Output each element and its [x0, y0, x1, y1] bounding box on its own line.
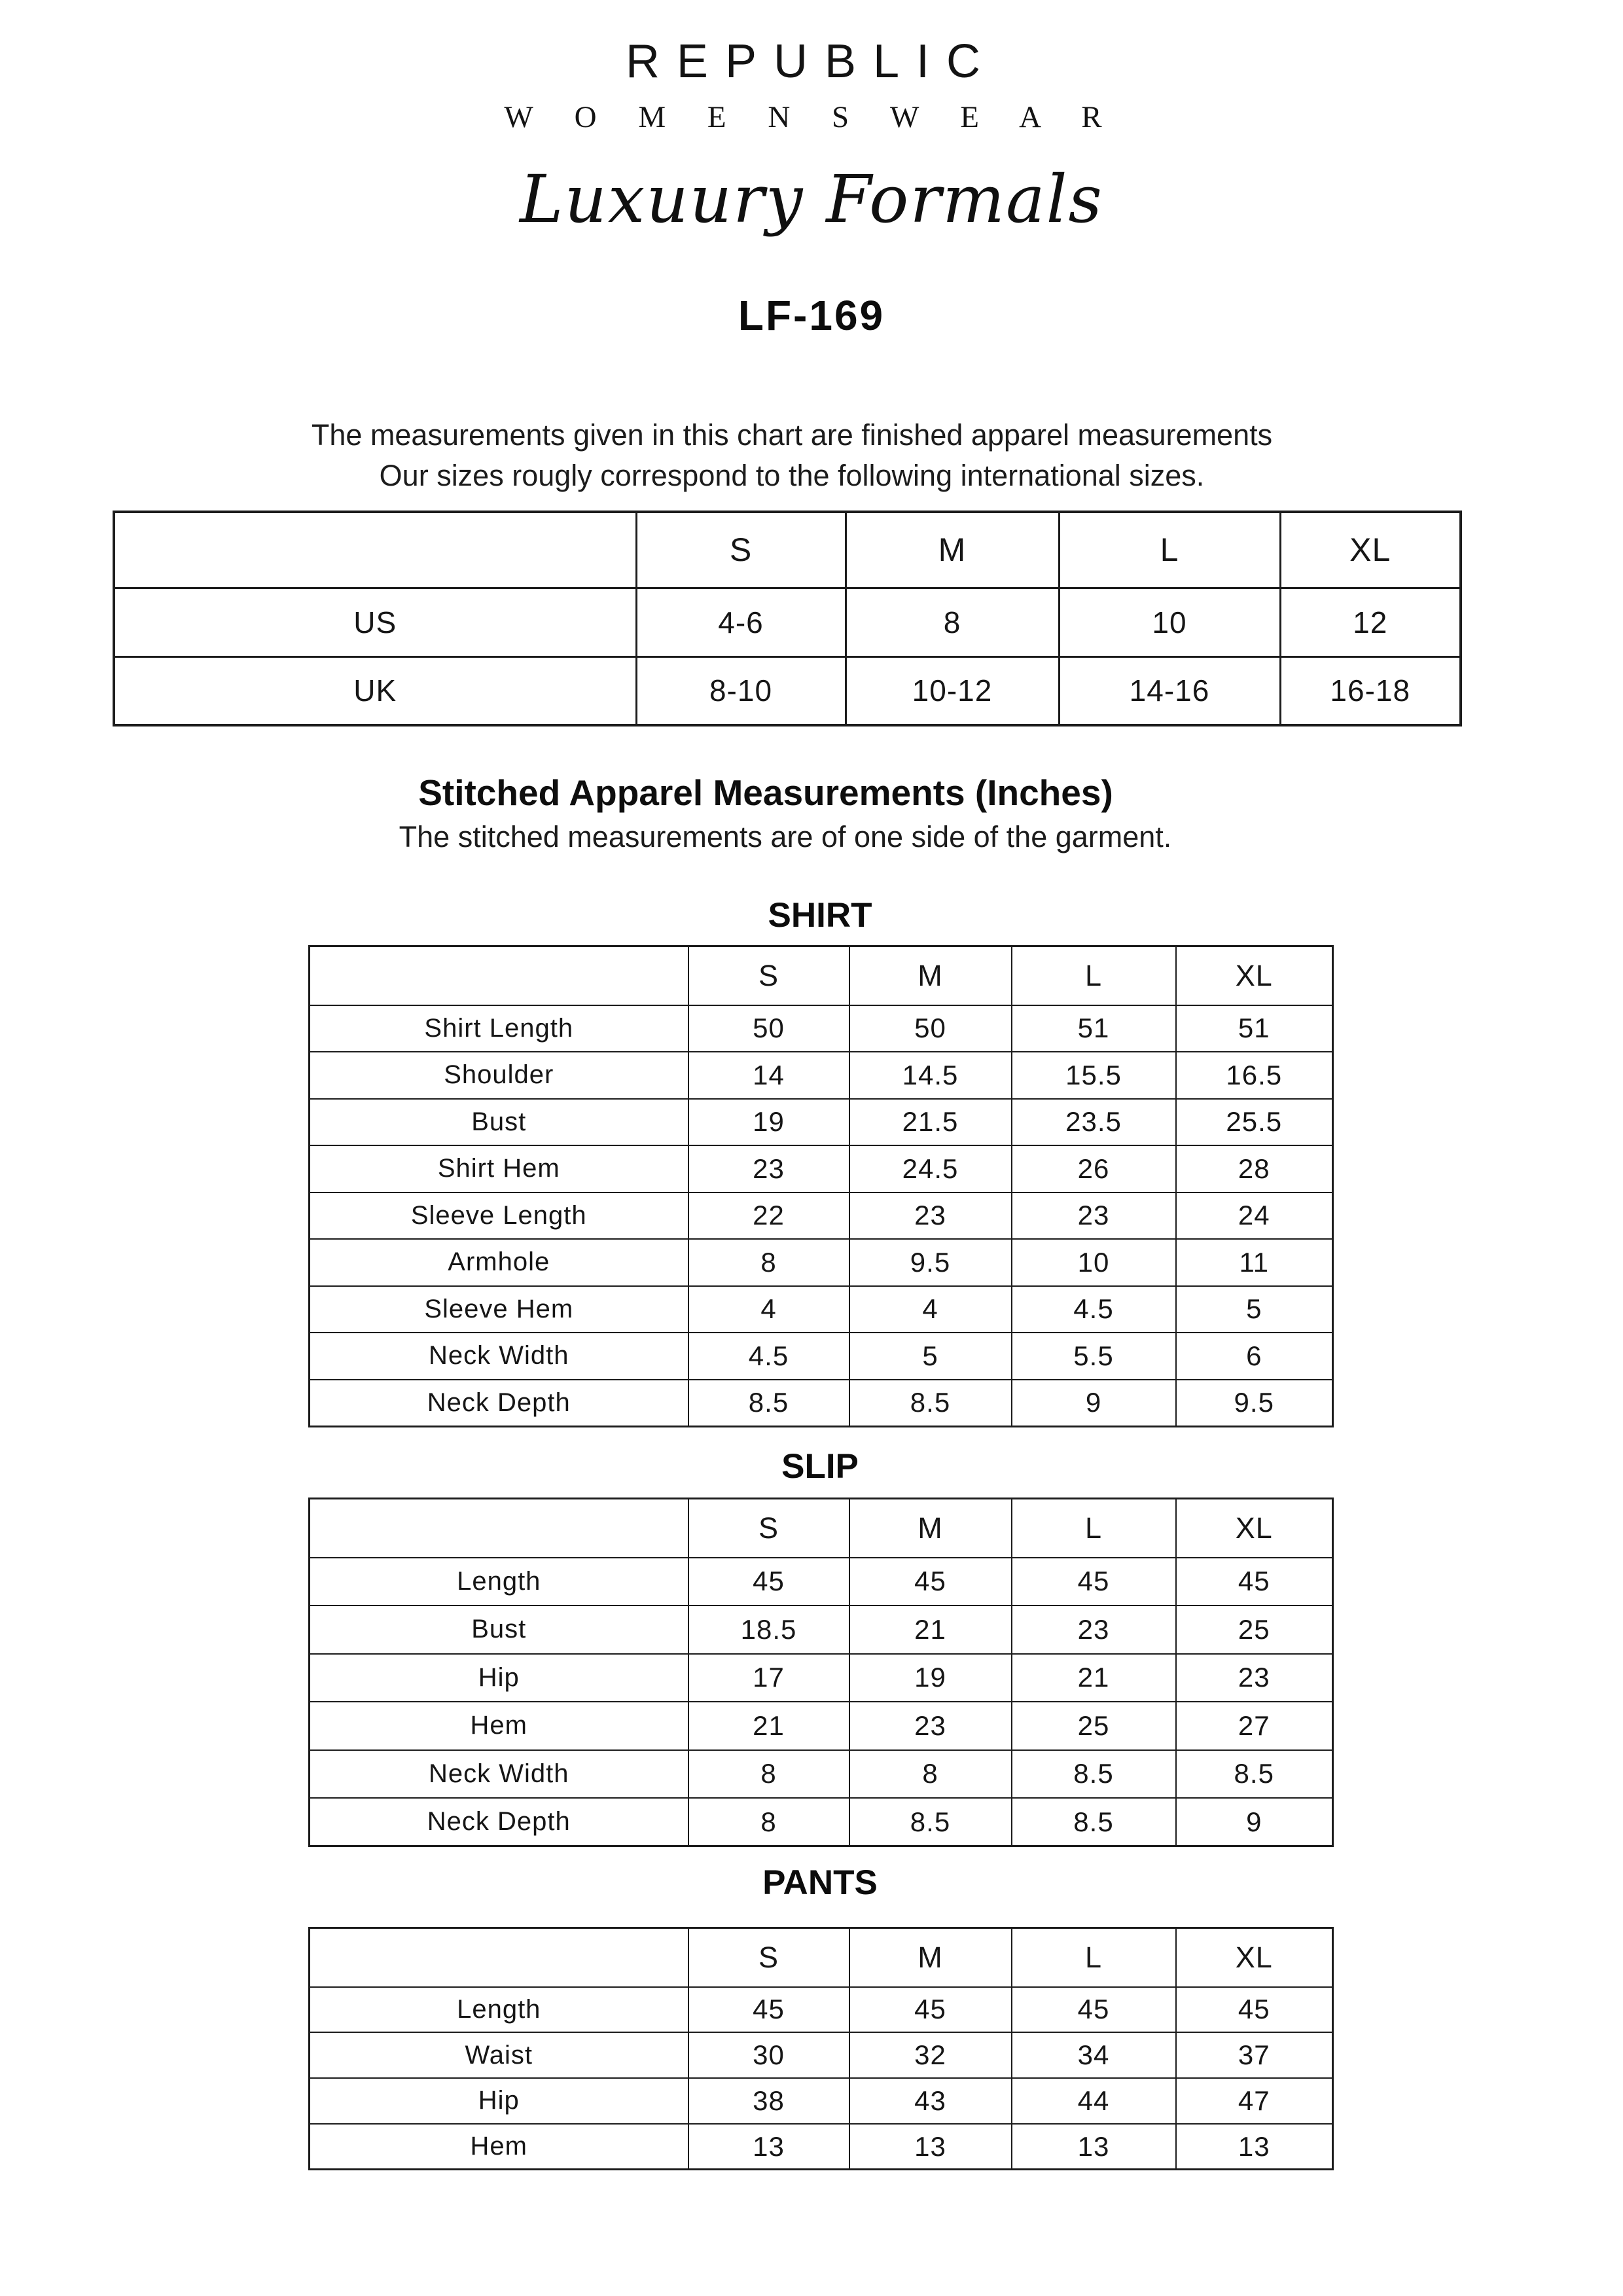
row-label: Neck Depth	[310, 1380, 688, 1427]
cell-value: 9.5	[849, 1239, 1012, 1286]
cell-value: 8	[688, 1798, 849, 1846]
cell-value: 4.5	[1012, 1286, 1176, 1333]
cell-value: 47	[1176, 2078, 1333, 2124]
brand-subtitle: W O M E N S W E A R	[504, 100, 1119, 134]
cell-value: 38	[688, 2078, 849, 2124]
row-label: Shoulder	[310, 1052, 688, 1099]
intro-paragraph	[20, 415, 1564, 496]
pants-measurements-table	[308, 1927, 1334, 2170]
row-label: Armhole	[310, 1239, 688, 1286]
cell-value: 9	[1012, 1380, 1176, 1427]
table-row	[310, 1605, 1333, 1654]
brand-name: REPUBLIC	[625, 35, 998, 88]
cell-value: 16.5	[1176, 1052, 1333, 1099]
cell-value: 24.5	[849, 1145, 1012, 1193]
size-column-header: XL	[1176, 946, 1333, 1005]
row-label: Waist	[310, 2032, 688, 2078]
cell-value: 8	[688, 1239, 849, 1286]
cell-value: 27	[1176, 1702, 1333, 1750]
cell-value: 19	[688, 1099, 849, 1146]
row-label: Hem	[310, 1702, 688, 1750]
table-row	[310, 1558, 1333, 1606]
cell-value: 8-10	[636, 656, 846, 725]
table-row	[310, 1286, 1333, 1333]
size-column-header: L	[1059, 512, 1280, 588]
size-column-header: M	[849, 946, 1012, 1005]
cell-value: 32	[849, 2032, 1012, 2078]
cell-value: 45	[849, 1987, 1012, 2033]
cell-value: 17	[688, 1654, 849, 1702]
cell-value: 23	[1012, 1605, 1176, 1654]
cell-value: 28	[1176, 1145, 1333, 1193]
row-label: Neck Depth	[310, 1798, 688, 1846]
cell-value: 9	[1176, 1798, 1333, 1846]
cell-value: 22	[688, 1193, 849, 1240]
size-column-header: L	[1012, 1499, 1176, 1558]
row-label: US	[114, 588, 636, 656]
row-label: Shirt Hem	[310, 1145, 688, 1193]
empty-header-cell	[310, 1928, 688, 1987]
row-label: Length	[310, 1558, 688, 1606]
size-header-row	[310, 1928, 1333, 1987]
cell-value: 18.5	[688, 1605, 849, 1654]
cell-value: 8.5	[849, 1380, 1012, 1427]
size-column-header: M	[846, 512, 1059, 588]
stitched-section-heading: Stitched Apparel Measurements (Inches)	[418, 772, 1113, 813]
cell-value: 5	[1176, 1286, 1333, 1333]
row-label: Length	[310, 1987, 688, 2033]
size-header-row	[310, 1499, 1333, 1558]
size-column-header: S	[688, 1928, 849, 1987]
cell-value: 9.5	[1176, 1380, 1333, 1427]
cell-value: 45	[1012, 1558, 1176, 1606]
size-header-row	[310, 946, 1333, 1005]
cell-value: 5	[849, 1333, 1012, 1380]
cell-value: 23.5	[1012, 1099, 1176, 1146]
cell-value: 4	[849, 1286, 1012, 1333]
table-row	[310, 1798, 1333, 1846]
cell-value: 12	[1280, 588, 1461, 656]
slip-table-title: SLIP	[781, 1447, 859, 1486]
cell-value: 23	[688, 1145, 849, 1193]
cell-value: 8	[849, 1750, 1012, 1799]
size-column-header: S	[688, 946, 849, 1005]
table-row	[310, 1099, 1333, 1146]
row-label: Shirt Length	[310, 1005, 688, 1052]
cell-value: 8.5	[849, 1798, 1012, 1846]
table-row	[310, 2032, 1333, 2078]
cell-value: 13	[849, 2124, 1012, 2170]
table-row	[310, 1987, 1333, 2033]
table-row	[310, 1005, 1333, 1052]
cell-value: 10	[1012, 1239, 1176, 1286]
shirt-table-title: SHIRT	[768, 896, 872, 935]
cell-value: 45	[1012, 1987, 1176, 2033]
cell-value: 25	[1012, 1702, 1176, 1750]
cell-value: 10	[1059, 588, 1280, 656]
cell-value: 14.5	[849, 1052, 1012, 1099]
cell-value: 44	[1012, 2078, 1176, 2124]
table-row	[114, 656, 1461, 725]
table-row	[310, 1193, 1333, 1240]
cell-value: 4.5	[688, 1333, 849, 1380]
cell-value: 23	[1012, 1193, 1176, 1240]
size-column-header: L	[1012, 946, 1176, 1005]
size-column-header: M	[849, 1499, 1012, 1558]
cell-value: 13	[688, 2124, 849, 2170]
size-column-header: XL	[1176, 1499, 1333, 1558]
product-code: LF-169	[738, 292, 885, 339]
international-size-table	[113, 511, 1462, 726]
cell-value: 10-12	[846, 656, 1059, 725]
table-row	[310, 1654, 1333, 1702]
empty-header-cell	[114, 512, 636, 588]
row-label: Hip	[310, 2078, 688, 2124]
table-row	[310, 2078, 1333, 2124]
cell-value: 8.5	[1012, 1750, 1176, 1799]
cell-value: 51	[1012, 1005, 1176, 1052]
table-row	[310, 1052, 1333, 1099]
cell-value: 4	[688, 1286, 849, 1333]
pants-table-title: PANTS	[762, 1863, 878, 1902]
table-row	[310, 1750, 1333, 1799]
table-row	[310, 1702, 1333, 1750]
cell-value: 30	[688, 2032, 849, 2078]
cell-value: 26	[1012, 1145, 1176, 1193]
size-column-header: L	[1012, 1928, 1176, 1987]
cell-value: 21	[688, 1702, 849, 1750]
cell-value: 23	[849, 1702, 1012, 1750]
row-label: Bust	[310, 1605, 688, 1654]
size-column-header: S	[636, 512, 846, 588]
cell-value: 45	[688, 1558, 849, 1606]
cell-value: 19	[849, 1654, 1012, 1702]
table-row	[310, 2124, 1333, 2170]
size-column-header: XL	[1176, 1928, 1333, 1987]
stitched-section-subheading: The stitched measurements are of one side of the garment.	[399, 820, 1172, 853]
table-row	[310, 1380, 1333, 1427]
row-label: Neck Width	[310, 1333, 688, 1380]
row-label: Hem	[310, 2124, 688, 2170]
cell-value: 23	[1176, 1654, 1333, 1702]
row-label: Bust	[310, 1099, 688, 1146]
cell-value: 21	[1012, 1654, 1176, 1702]
cell-value: 14	[688, 1052, 849, 1099]
cell-value: 45	[1176, 1558, 1333, 1606]
brand-tagline: Luxuury Formals	[520, 161, 1103, 238]
empty-header-cell	[310, 946, 688, 1005]
row-label: UK	[114, 656, 636, 725]
cell-value: 24	[1176, 1193, 1333, 1240]
intro-line-1: The measurements given in this chart are finished apparel measurements	[311, 418, 1273, 452]
cell-value: 8.5	[688, 1380, 849, 1427]
cell-value: 43	[849, 2078, 1012, 2124]
cell-value: 45	[1176, 1987, 1333, 2033]
size-column-header: M	[849, 1928, 1012, 1987]
cell-value: 13	[1176, 2124, 1333, 2170]
table-row	[310, 1333, 1333, 1380]
cell-value: 21	[849, 1605, 1012, 1654]
cell-value: 50	[688, 1005, 849, 1052]
size-header-row	[114, 512, 1461, 588]
cell-value: 8	[688, 1750, 849, 1799]
empty-header-cell	[310, 1499, 688, 1558]
cell-value: 21.5	[849, 1099, 1012, 1146]
row-label: Neck Width	[310, 1750, 688, 1799]
slip-measurements-table	[308, 1498, 1334, 1847]
cell-value: 25	[1176, 1605, 1333, 1654]
cell-value: 45	[849, 1558, 1012, 1606]
cell-value: 13	[1012, 2124, 1176, 2170]
cell-value: 37	[1176, 2032, 1333, 2078]
row-label: Hip	[310, 1654, 688, 1702]
cell-value: 5.5	[1012, 1333, 1176, 1380]
row-label: Sleeve Hem	[310, 1286, 688, 1333]
cell-value: 14-16	[1059, 656, 1280, 725]
cell-value: 34	[1012, 2032, 1176, 2078]
cell-value: 45	[688, 1987, 849, 2033]
cell-value: 8.5	[1176, 1750, 1333, 1799]
cell-value: 4-6	[636, 588, 846, 656]
table-row	[114, 588, 1461, 656]
row-label: Sleeve Length	[310, 1193, 688, 1240]
shirt-measurements-table	[308, 945, 1334, 1427]
cell-value: 8	[846, 588, 1059, 656]
table-row	[310, 1239, 1333, 1286]
cell-value: 6	[1176, 1333, 1333, 1380]
cell-value: 11	[1176, 1239, 1333, 1286]
table-row	[310, 1145, 1333, 1193]
cell-value: 50	[849, 1005, 1012, 1052]
cell-value: 15.5	[1012, 1052, 1176, 1099]
cell-value: 8.5	[1012, 1798, 1176, 1846]
intro-line-2: Our sizes rougly correspond to the following international sizes.	[379, 459, 1205, 492]
cell-value: 23	[849, 1193, 1012, 1240]
cell-value: 51	[1176, 1005, 1333, 1052]
cell-value: 16-18	[1280, 656, 1461, 725]
size-column-header: XL	[1280, 512, 1461, 588]
cell-value: 25.5	[1176, 1099, 1333, 1146]
size-column-header: S	[688, 1499, 849, 1558]
